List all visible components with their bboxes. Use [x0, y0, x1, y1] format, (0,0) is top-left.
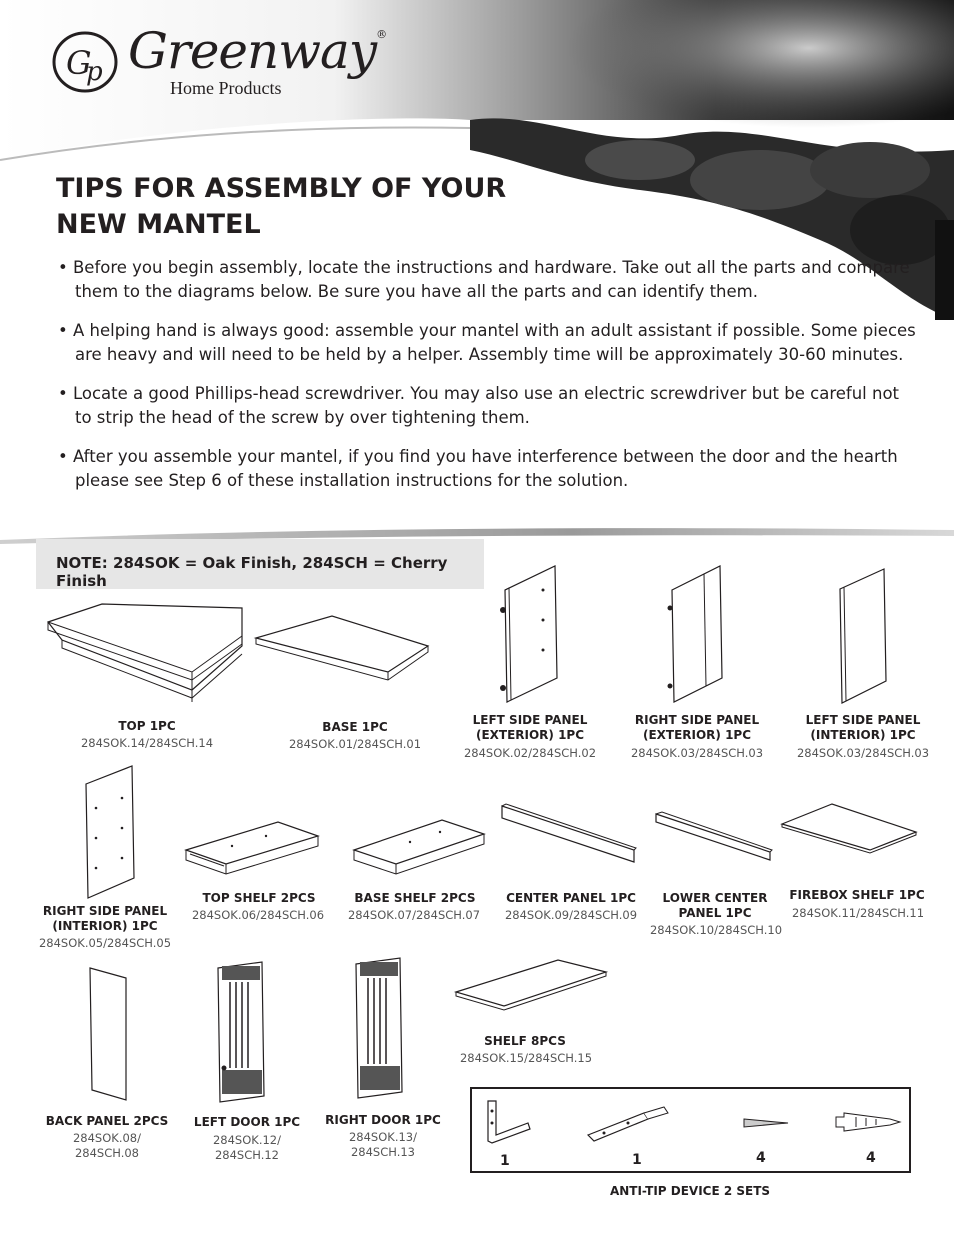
qty-screw: 4	[756, 1150, 766, 1166]
shelf-diagram	[452, 956, 610, 1016]
part-code-left-exterior: 284SOK.02/284SCH.02	[463, 746, 597, 760]
part-label-lower-center: LOWER CENTER PANEL 1PC	[662, 891, 768, 920]
brand-name: Greenway®	[128, 22, 387, 80]
center-panel-diagram	[496, 800, 640, 878]
back-panel-diagram	[86, 964, 132, 1104]
part-label-left-door: LEFT DOOR 1PC	[193, 1115, 301, 1129]
part-label-base: BASE 1PC	[322, 720, 388, 734]
l-bracket-icon	[484, 1097, 534, 1147]
part-label-right-exterior: RIGHT SIDE PANEL (EXTERIOR) 1PC	[634, 713, 760, 742]
right-interior-panel-diagram	[80, 762, 140, 902]
part-code-lower-center: 284SOK.10/284SCH.10	[649, 923, 783, 937]
part-code-left-door: 284SOK.12/ 284SCH.12	[212, 1133, 281, 1162]
tip-item: • After you assemble your mantel, if you find you have interference between the door and the hearth please see Step 6 of these installation instructions for the solution.	[58, 447, 898, 490]
qty-strap-bracket: 1	[632, 1152, 642, 1168]
tips-list	[58, 256, 918, 508]
part-label-left-exterior: LEFT SIDE PANEL (EXTERIOR) 1PC	[472, 713, 588, 742]
part-label-back-panel: BACK PANEL 2PCS	[45, 1114, 169, 1128]
part-label-right-door: RIGHT DOOR 1PC	[325, 1113, 441, 1127]
lower-center-panel-diagram	[652, 808, 776, 866]
part-label-shelf: SHELF 8PCS	[484, 1034, 566, 1048]
part-code-shelf: 284SOK.15/284SCH.15	[459, 1051, 593, 1065]
part-code-base: 284SOK.01/284SCH.01	[288, 737, 422, 751]
part-label-center-panel: CENTER PANEL 1PC	[506, 891, 636, 905]
left-exterior-panel-diagram	[495, 560, 565, 710]
top-shelf-diagram	[182, 816, 322, 878]
part-label-right-interior: RIGHT SIDE PANEL (INTERIOR) 1PC	[42, 904, 168, 933]
qty-l-bracket: 1	[500, 1153, 510, 1169]
title-line-1: TIPS FOR ASSEMBLY OF YOUR	[56, 173, 507, 204]
part-label-left-interior: LEFT SIDE PANEL (INTERIOR) 1PC	[805, 713, 921, 742]
svg-text:p: p	[86, 57, 103, 87]
brand-monogram	[52, 30, 122, 94]
qty-wall-anchor: 4	[866, 1150, 876, 1166]
base-part-diagram	[252, 612, 432, 684]
part-code-top-shelf: 284SOK.06/284SCH.06	[191, 908, 325, 922]
part-code-top: 284SOK.14/284SCH.14	[80, 736, 214, 750]
svg-text:G: G	[66, 44, 92, 82]
tip-item: • A helping hand is always good: assemble your mantel with an adult assistant if possible. Some pieces are heavy and will need to be held by a helper. Assembly time will be approximately 30-60 minutes.	[58, 321, 916, 364]
anti-tip-kit	[470, 1087, 911, 1173]
part-code-right-exterior: 284SOK.03/284SCH.03	[630, 746, 764, 760]
part-label-top-shelf: TOP SHELF 2PCS	[202, 891, 316, 905]
firebox-shelf-diagram	[778, 800, 920, 854]
base-shelf-diagram	[350, 814, 490, 878]
title-line-2: NEW MANTEL	[56, 209, 261, 240]
part-label-firebox-shelf: FIREBOX SHELF 1PC	[789, 888, 925, 902]
part-label-top: TOP 1PC	[118, 719, 176, 733]
left-door-diagram	[212, 958, 270, 1106]
top-part-diagram	[42, 598, 252, 708]
part-code-back-panel: 284SOK.08/ 284SCH.08	[72, 1131, 141, 1160]
wall-anchor-icon	[834, 1107, 904, 1137]
tip-item: • Locate a good Phillips-head screwdriver. You may also use an electric screwdriver but be careful not to strip the head of the screw by over tightening them.	[58, 384, 900, 427]
part-code-base-shelf: 284SOK.07/284SCH.07	[347, 908, 481, 922]
part-code-center-panel: 284SOK.09/284SCH.09	[504, 908, 638, 922]
part-code-left-interior: 284SOK.03/284SCH.03	[796, 746, 930, 760]
right-door-diagram	[350, 954, 408, 1102]
left-interior-panel-diagram	[832, 565, 892, 710]
part-code-firebox-shelf: 284SOK.11/284SCH.11	[791, 906, 925, 920]
tip-item: • Before you begin assembly, locate the instructions and hardware. Take out all the parts and compare them to the diagrams below. Be sure you have all the parts and can identify them.	[58, 258, 910, 301]
brand-subtitle: Home Products	[170, 78, 282, 98]
part-code-right-interior: 284SOK.05/284SCH.05	[38, 936, 172, 950]
right-exterior-panel-diagram	[660, 560, 730, 710]
finish-note: NOTE: 284SOK = Oak Finish, 284SCH = Cherry Finish	[36, 539, 484, 589]
page-title	[56, 171, 536, 243]
strap-bracket-icon	[584, 1103, 674, 1149]
part-code-right-door: 284SOK.13/ 284SCH.13	[348, 1130, 417, 1159]
part-label-base-shelf: BASE SHELF 2PCS	[354, 891, 476, 905]
anti-tip-label: ANTI-TIP DEVICE 2 SETS	[609, 1184, 771, 1198]
screw-icon	[742, 1115, 792, 1131]
